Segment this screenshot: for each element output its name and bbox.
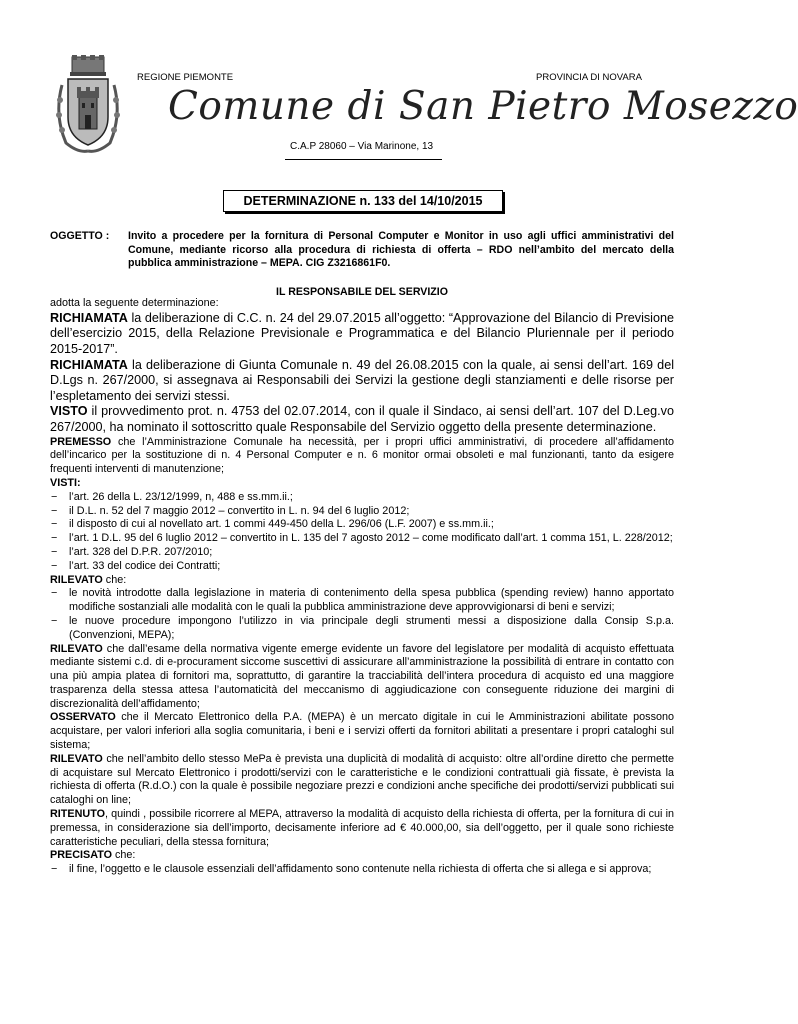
paragraph-text: la deliberazione di C.C. n. 24 del 29.07.2015 all’oggetto: “Approvazione del Bilancio di Previsione dell’esercizio 2015, della Relazione Previsionale e Programmatica e del Bilancio Pluriennale per il periodo 2015-2017”. [50,310,674,356]
visto-paragraph [50,404,674,435]
address-underline [285,159,442,160]
precisato-heading: PRECISATO che: [50,849,136,862]
region-label: REGIONE PIEMONTE [137,72,234,83]
document-body [50,297,674,877]
list-item: − il disposto di cui al novellato art. 1 commi 449-450 della L. 296/06 (L.F. 2007) e ss.mm.ii.; [51,518,494,531]
keyword: RILEVATO [50,642,103,655]
list-item: − l’art. 1 D.L. 95 del 6 luglio 2012 – convertito in L. 135 del 7 agosto 2012 – come modificato dall’art. 1 comma 151, L. 228/2012; [51,532,673,545]
rilevato-paragraph-2 [50,643,674,712]
keyword: PRECISATO [50,849,112,862]
municipal-crest-icon [52,55,124,155]
paragraph-text: che nell’ambito dello stesso MePa è prevista una duplicità di modalità di acquisto: oltre all’ordine diretto che permette di acquistare sul Mercato Elettronico i prodotti/servizi con le caratteristiche e le condizioni contrattuali già fissate, è prevista la richiesta di offerta (R.d.O.) con la quale è possibile negoziare prezzi e condizioni anche specifiche dei prodotti/servizi pubblicati sui cataloghi on line; [50,752,674,807]
subject-label: OGGETTO : [50,230,110,242]
richiamata-paragraph-1 [50,311,674,358]
list-item: − l’art. 328 del D.P.R. 207/2010; [51,545,213,558]
keyword: VISTO [50,404,88,419]
responsible-heading: IL RESPONSABILE DEL SERVIZIO [276,286,448,298]
paragraph-text: il provvedimento prot. n. 4753 del 02.07.2014, con il quale il Sindaco, ai sensi dell’art. 107 del D.Leg.vo 267/2000, ha nominato il sottoscritto quale Responsabile del Servizio oggetto della presente determinazione. [50,404,674,434]
keyword: RILEVATO [50,573,103,586]
intro-text: adotta la seguente determinazione: [50,297,219,309]
premesso-paragraph [50,436,674,477]
keyword: OSSERVATO [50,711,116,724]
subject-block [50,230,674,271]
keyword: RITENUTO [50,808,105,821]
keyword: RICHIAMATA [50,357,128,372]
keyword: PREMESSO [50,435,112,448]
ritenuto-paragraph [50,808,674,849]
list-item: − il D.L. n. 52 del 7 maggio 2012 – convertito in L. n. 94 del 6 luglio 2012; [51,504,410,517]
osservato-paragraph [50,711,674,752]
list-item: − l’art. 33 del codice dei Contratti; [51,559,221,572]
determination-title: DETERMINAZIONE n. 133 del 14/10/2015 [223,190,503,212]
rilevato-paragraph-3 [50,753,674,808]
rilevato-heading-1: RILEVATO che: [50,573,127,586]
keyword: RICHIAMATA [50,310,128,325]
list-item: − il fine, l’oggetto e le clausole essenziali dell’affidamento sono contenute nella richiesta di offerta che si allega e si approva; [51,863,652,876]
list-item: − l’art. 26 della L. 23/12/1999, n, 488 e ss.mm.ii.; [51,490,293,503]
richiamata-paragraph-2 [50,358,674,405]
paragraph-text: , quindi , possibile ricorrere al MEPA, attraverso la modalità di acquisto della richiesta di offerta, per la fornitura di cui in premessa, in considerazione sia dell’importo, decisamente inferiore ad € 40.000,00, sia dell’oggetto, per il quale sono richieste caratteristiche peculiari, della stessa fornitura; [50,808,674,848]
list-item: − le nuove procedure impongono l’utilizzo in via principale degli strumenti messi a disposizione dalla Consip S.p.a. (Convenzioni, MEPA); [51,614,674,641]
province-label: PROVINCIA DI NOVARA [536,72,642,83]
paragraph-text: che l’Amministrazione Comunale ha necessità, per i propri uffici amministrativi, di procedere all’affidamento dell’incarico per la sostituzione di n. 4 Personal Computer e n. 6 monitor ormai obsoleti e mal funzionanti, tanto da esigere frequenti interventi di manutenzione; [50,435,674,476]
list-item: − le novità introdotte dalla legislazione in materia di contenimento della spesa pubblica (spending review) hanno apportato modifiche sostanziali alle modalità con le quali la pubblica amministrazione deve approvvigionarsi di beni e servizi; [51,587,674,614]
paragraph-text: la deliberazione di Giunta Comunale n. 49 del 26.08.2015 con la quale, ai sensi dell’art. 169 del D.Lgs n. 267/2000, si assegnava ai Responsabili dei Servizi la gestione degli stanziamenti e delle risorse per l’espletamento dei servizi stessi. [50,357,674,403]
visti-heading: VISTI: [50,476,81,489]
subject-text: Invito a procedere per la fornitura di Personal Computer e Monitor in uso agli uffici amministrativi del Comune, mediante ricorso alla procedura di richiesta di offerta – RDO nell’ambito del mercato della pubblica amministrazione – MEPA. CIG Z3216861F0. [128,230,674,269]
keyword: RILEVATO [50,752,103,765]
municipality-name: Comune di San Pietro Mosezzo [168,84,798,129]
paragraph-text: che dall’esame della normativa vigente emerge evidente un favore del legislatore per modalità di acquisto effettuata mediante sistemi c.d. di e-procurament siccome suscettivi di assicurare all’amministrazione la possibilità di entrare in contatto con una più ampia platea di fornitori ma, soprattutto, di garantire la tracciabilità dell’intera procedura di acquisto ed una maggiore trasparenza della stessa attesa l’automaticità del meccanismo di aggiudicazione con conseguente riduzione dei margini di discrezionalità dell’affidamento; [50,642,674,710]
paragraph-text: che il Mercato Elettronico della P.A. (MEPA) è un mercato digitale in cui le Amministrazioni abilitate possono acquistare, per valori inferiori alla soglia comunitaria, i beni e i servizi offerti da fornitori abilitati a presentare i propri cataloghi sul sistema; [50,711,674,752]
address-line: C.A.P 28060 – Via Marinone, 13 [290,141,434,152]
